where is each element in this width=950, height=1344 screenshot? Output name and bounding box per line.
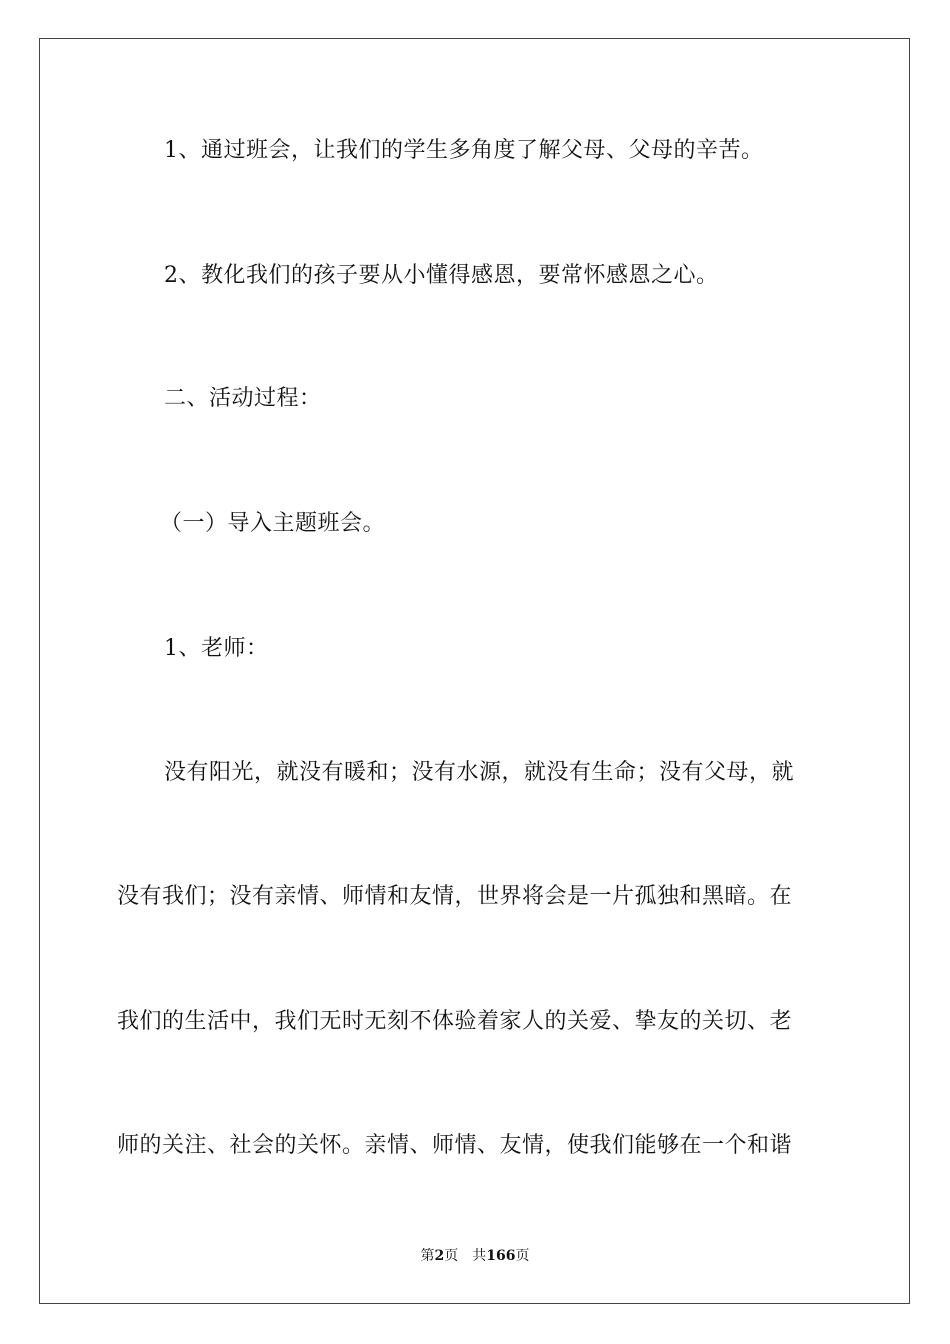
footer-page-prefix: 第 xyxy=(420,1248,435,1264)
page-border xyxy=(39,38,910,1304)
paragraph-teacher-label: 1、老师： xyxy=(164,636,269,661)
subsection-heading-intro: （一）导入主题班会。 xyxy=(160,511,386,536)
footer-total-prefix: 共 xyxy=(472,1248,487,1264)
footer-total-number: 166 xyxy=(486,1248,516,1264)
paragraph-body-line-3: 我们的生活中，我们无时无刻不体验着家人的关爱、挚友的关切、老 xyxy=(117,1009,793,1034)
paragraph-body-line-1: 没有阳光，就没有暖和；没有水源，就没有生命；没有父母，就 xyxy=(164,760,795,785)
section-heading-activity-process: 二、活动过程： xyxy=(164,386,322,411)
footer-page-suffix: 页 xyxy=(444,1248,459,1264)
paragraph-body-line-2: 没有我们；没有亲情、师情和友情，世界将会是一片孤独和黑暗。在 xyxy=(117,884,793,909)
paragraph-goal-1: 1、通过班会，让我们的学生多角度了解父母、父母的辛苦。 xyxy=(164,138,764,163)
page-footer xyxy=(0,1247,950,1265)
footer-page-number: 2 xyxy=(434,1248,445,1264)
paragraph-goal-2: 2、教化我们的孩子要从小懂得感恩，要常怀感恩之心。 xyxy=(164,263,719,288)
paragraph-body-line-4: 师的关注、社会的关怀。亲情、师情、友情，使我们能够在一个和谐 xyxy=(117,1133,793,1158)
footer-total-suffix: 页 xyxy=(515,1248,530,1264)
